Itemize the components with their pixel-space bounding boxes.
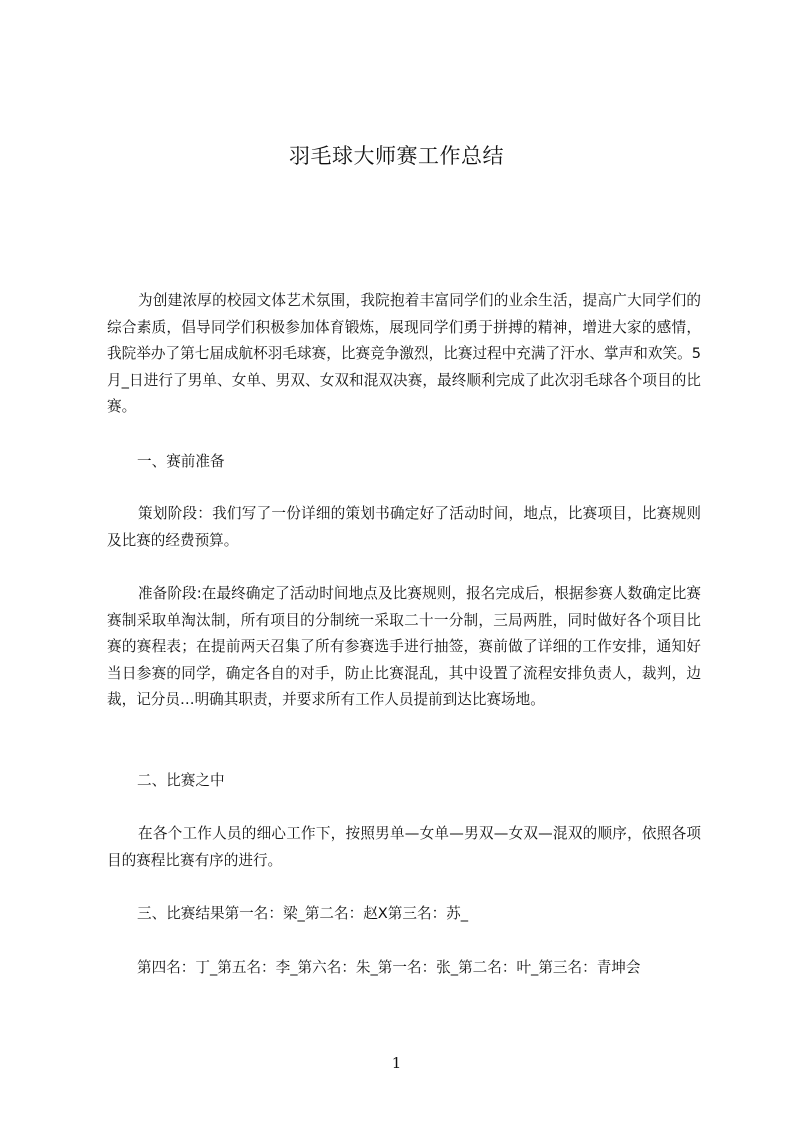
planning-paragraph: 策划阶段：我们写了一份详细的策划书确定好了活动时间，地点，比赛项目，比赛规则及比赛的经费预算。 xyxy=(107,505,701,549)
section-heading-preparation: 一、赛前准备 xyxy=(137,453,225,470)
document-title: 羽毛球大师赛工作总结 xyxy=(289,144,504,168)
results-line-2: 第四名：丁_第五名：李_第六名：朱_第一名：张_第二名：叶_第三名：青坤会 xyxy=(137,959,641,976)
intro-paragraph: 为创建浓厚的校园文体艺术氛围，我院抱着丰富同学们的业余生活，提高广大同学们的综合素质，倡导同学们积极参加体育锻炼，展现同学们勇于拼搏的精神，增进大家的感情，我院举办了第七届成航杯羽毛球赛，比赛竞争激烈，比赛过程中充满了汗水、掌声和欢笑。5月_日进行了男单、女单、男双、女双和混双决赛，最终顺利完成了此次羽毛球各个项目的比赛。 xyxy=(107,292,701,415)
during-match-paragraph: 在各个工作人员的细心工作下，按照男单—女单—男双—女双—混双的顺序，依照各项目的赛程比赛有序的进行。 xyxy=(107,825,701,869)
section-heading-during-match: 二、比赛之中 xyxy=(137,772,225,789)
results-line-1: 三、比赛结果第一名：梁_第二名：赵X第三名：苏_ xyxy=(137,905,469,922)
page-number: 1 xyxy=(391,1054,402,1072)
preparation-paragraph: 准备阶段:在最终确定了活动时间地点及比赛规则，报名完成后，根据参赛人数确定比赛赛制采取单淘汰制，所有项目的分制统一采取二十一分制，三局两胜，同时做好各个项目比赛的赛程表；在提前两天召集了所有参赛选手进行抽签，赛前做了详细的工作安排，通知好当日参赛的同学，确定各自的对手，防止比赛混乱，其中设置了流程安排负责人，裁判，边裁，记分员…明确其职责，并要求所有工作人员提前到达比赛场地。 xyxy=(107,585,701,708)
